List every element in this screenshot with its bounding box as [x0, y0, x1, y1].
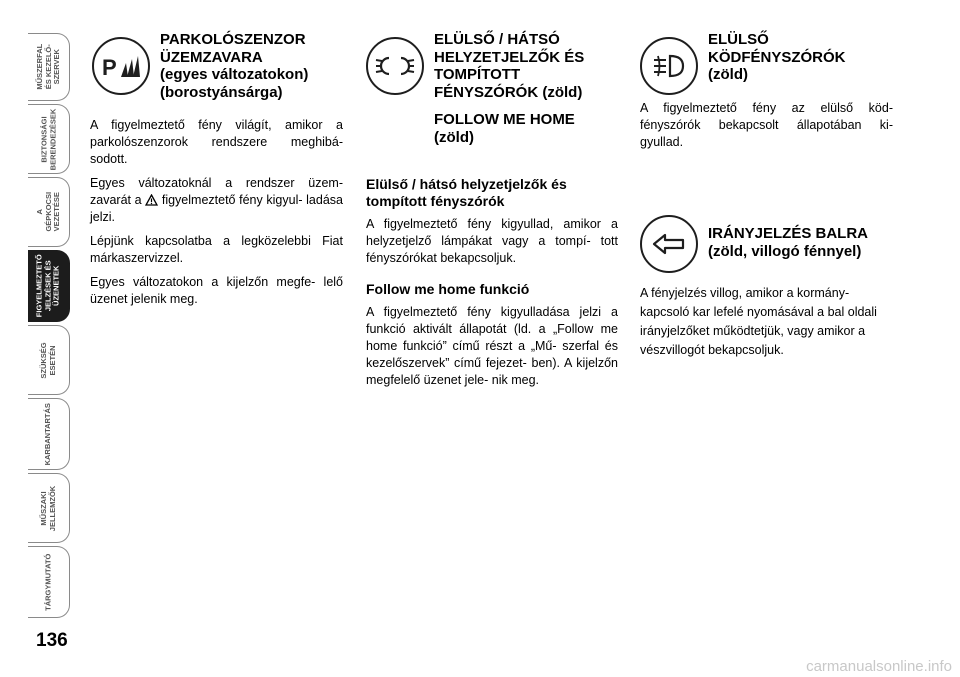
tab-driving[interactable]: A GÉPKOCSI VEZETÉSE	[28, 177, 70, 247]
watermark: carmanualsonline.info	[806, 658, 952, 675]
position-lights-icon	[366, 37, 424, 95]
parking-sensor-title: PARKOLÓSZENZOR ÜZEMZAVARA (egyes változatokon) (borostyánsárga)	[160, 31, 309, 101]
parking-sensor-icon	[92, 37, 150, 95]
tab-index[interactable]: TÁRGYMUTATÓ	[28, 546, 70, 618]
tab-maintenance[interactable]: KARBANTARTÁS	[28, 398, 70, 470]
tab-warning-lights[interactable]: FIGYELMEZTETŐ JELZÉSEK ÉS ÜZENETEK	[28, 250, 70, 322]
position-lights-body: Elülső / hátsó helyzetjelzők és tompított fényszórók A figyelmeztető fény kigyullad, amikor a helyzetjelző lámpákat vagy a tompí- tott fényszórókat bekapcsoljuk. Follow me home funkció A figyelmeztető fény kigyulladása jelzi a funkció aktivált állapotát (ld. a „Follow me home funkció” című részt a „Mű- szerfal és kezelőszervek” című fejezet- ben). A kijelzőn megfelelő üzenet jele- nik meg.	[366, 176, 618, 387]
turn-signal-title: IRÁNYJELZÉS BALRA (zöld, villogó fénnyel)	[708, 225, 868, 260]
tab-technical[interactable]: MŰSZAKI JELLEMZŐK	[28, 473, 70, 543]
tab-safety[interactable]: BIZTONSÁGI BERENDEZÉSEK	[28, 104, 70, 174]
page-number: 136	[36, 630, 68, 651]
position-lights-title: ELÜLSŐ / HÁTSÓ HELYZETJELZŐK ÉS TOMPÍTOTT FÉNYSZÓRÓK (zöld) FOLLOW ME HOME (zöld)	[434, 31, 585, 146]
svg-text:P: P	[102, 55, 117, 79]
fog-light-title: ELÜLSŐ KÖDFÉNYSZÓRÓK (zöld)	[708, 31, 846, 83]
warning-triangle-icon	[145, 194, 158, 206]
turn-signal-body: A fényjelzés villog, amikor a kormány- kapcsoló kar lefelé nyomásával a bal oldali irányjelzőket működtetjük, vagy amikor a vészvillogót bekapcsoljuk.	[640, 286, 877, 357]
front-fog-light-icon	[640, 37, 698, 95]
tab-emergency[interactable]: SZÜKSÉG ESETÉN	[28, 325, 70, 395]
tab-instruments[interactable]: MŰSZERFAL ÉS KEZELŐ- SZERVEK	[28, 33, 70, 101]
parking-sensor-body: A figyelmeztető fény világít, amikor a parkolószenzorok rendszere meghibá- sodott. Egyes változatoknál a rendszer üzem- zavarát a figyelmeztető fény kigyul- ladása jelzi. Lépjünk kapcsolatba a legközelebbi Fiat márkaszervizzel. Egyes változatokon a kijelzőn megfe- lelő üzenet jelenik meg.	[90, 118, 343, 306]
fog-light-body: A figyelmeztető fény az elülső köd- fényszórók bekapcsolt állapotában ki- gyullad.	[640, 101, 893, 149]
left-turn-signal-icon	[640, 215, 698, 273]
